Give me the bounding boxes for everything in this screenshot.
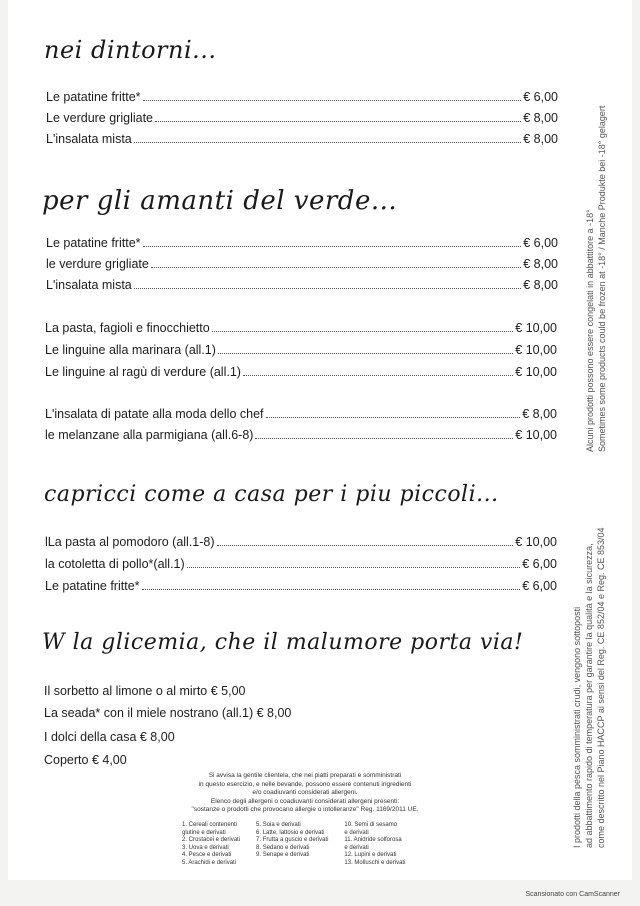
haccp-note: ad abbattimento rapido di temperatura per garantire la qualità e la sicurezza, — [584, 543, 594, 848]
menu-row: lLa pasta al pomodoro (all.1-8) € 10,00 — [45, 535, 557, 549]
section-title-glicemia: W la glicemia, che il malumore porta via! — [42, 630, 524, 655]
haccp-note: I prodotti della pesca somministrati crudi, vengono sottoposti — [572, 606, 582, 848]
menu-row: le verdure grigliate € 8,00 — [46, 257, 558, 271]
menu-row: Le linguine alla marinara (all.1) € 10,00 — [45, 343, 557, 357]
section-title-dintorni: nei dintorni... — [44, 36, 217, 64]
frozen-note-en: Sometimes some products could be frozen at -18° / Manche Produkte bei -18° gelagert — [597, 105, 607, 452]
scanner-watermark: Scansionato con CamScanner — [525, 891, 620, 898]
menu-row: la cotoletta di pollo*(all.1) € 6,00 — [45, 557, 557, 571]
allergen-column: 5. Soia e derivati 6. Latte, lattosio e derivati 7. Frutta a guscio e derivati 8. Sedano e derivati 9. Senape e derivati — [256, 822, 329, 858]
menu-row: Le patatine fritte* € 6,00 — [45, 579, 557, 593]
allergen-column: 10. Semi di sesamo e derivati 11. Anidride solforosa e derivati 12. Lupini e derivati 13. Molluschi e derivati — [344, 822, 406, 866]
frozen-note-it: Alcuni prodotti possono essere congelati in abbattitore a -18° — [585, 209, 595, 452]
cover-charge: Coperto € 4,00 — [44, 753, 127, 767]
allergen-list — [182, 822, 405, 867]
section-title-verde: per gli amanti del verde... — [42, 186, 398, 216]
menu-row: Le patatine fritte* € 6,00 — [46, 90, 558, 104]
menu-row: Le linguine al ragù di verdure (all.1) € 10,00 — [45, 365, 557, 379]
allergen-notice: Si avvisa la gentile clientela, che nei piatti preparati e somministrati in questo esercizio, e nelle bevande, possono essere contenuti ingredienti e/o coadiuvanti considerati allergeni. Elenco degli allergeni o coadiuvanti considerati allergeni presenti: "sostanze o prodotti che provocano allergie o intolleranze" Reg. 1169/2011 UE. — [191, 772, 419, 813]
menu-row: La pasta, fagioli e finocchietto € 10,00 — [45, 321, 557, 335]
menu-row: Le patatine fritte* € 6,00 — [46, 236, 558, 250]
dessert-item: I dolci della casa € 8,00 — [44, 730, 175, 744]
menu-row: L'insalata di patate alla moda dello chef € 8,00 — [45, 407, 557, 421]
haccp-note: come descritto nel Piano HACCP ai sensi del Reg. CE 852/04 e Reg. CE 853/04 — [596, 527, 606, 848]
menu-row: Le verdure grigliate € 8,00 — [46, 111, 558, 125]
section-title-piccoli: capricci come a casa per i piu piccoli... — [44, 482, 499, 507]
menu-row: le melanzane alla parmigiana (all.6-8) € 10,00 — [45, 428, 557, 442]
menu-row: L'insalata mista € 8,00 — [46, 132, 558, 146]
allergen-column: 1. Cereali contenenti glutine e derivati 2. Crostacei e derivati 3. Uova e derivati 4. Pesce e derivati 5. Arachidi e derivati — [182, 822, 241, 866]
menu-row: L'insalata mista € 8,00 — [46, 278, 558, 292]
dessert-item: La seada* con il miele nostrano (all.1) € 8,00 — [44, 706, 292, 720]
dessert-item: Il sorbetto al limone o al mirto € 5,00 — [44, 684, 246, 698]
